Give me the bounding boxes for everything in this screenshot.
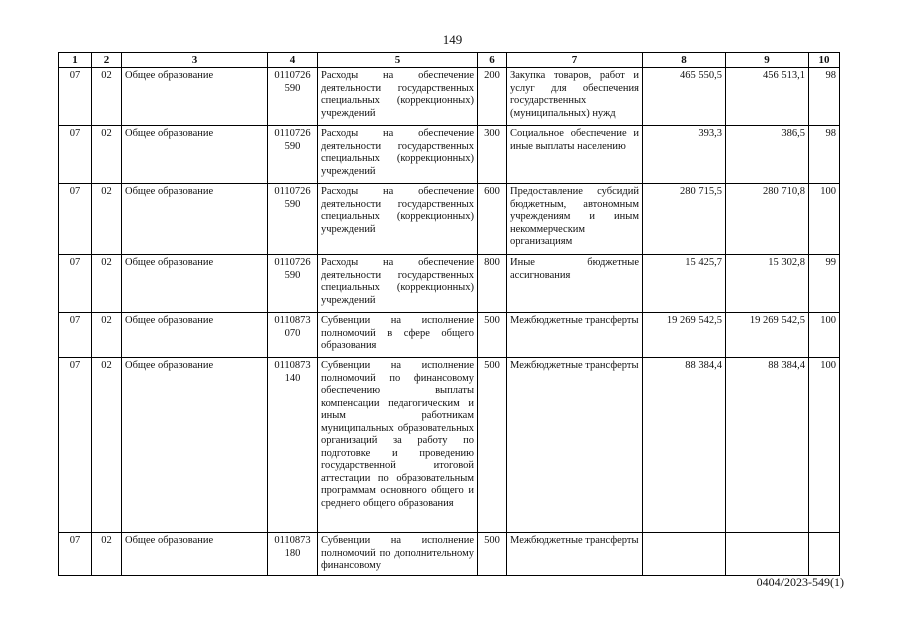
header-cell: 1	[59, 53, 92, 68]
header-cell: 6	[478, 53, 507, 68]
table-row	[59, 313, 840, 358]
executed-amount: 15 302,8	[726, 255, 809, 313]
planned-amount: 88 384,4	[643, 358, 726, 533]
execution-percent: 100	[809, 184, 840, 255]
header-cell: 2	[92, 53, 122, 68]
planned-amount: 465 550,5	[643, 68, 726, 126]
executed-amount	[726, 533, 809, 576]
expense-type-name: Предоставление субсидий бюджетным, автономным учреждениям и иным некоммерческим организациям	[507, 184, 643, 255]
page-number: 149	[442, 32, 463, 47]
expense-type-name: Иные бюджетные ассигнования	[507, 255, 643, 313]
table-row	[59, 255, 840, 313]
header-cell: 7	[507, 53, 643, 68]
execution-percent: 98	[809, 68, 840, 126]
section-name: Общее образование	[122, 533, 268, 576]
expense-description: Расходы на обеспечение деятельности государственных специальных (коррекционных) учреждений	[318, 255, 478, 313]
expense-type-code: 500	[478, 358, 507, 533]
expense-description: Расходы на обеспечение деятельности государственных специальных (коррекционных) учреждений	[318, 126, 478, 184]
executed-amount: 19 269 542,5	[726, 313, 809, 358]
section-code: 07	[59, 313, 92, 358]
expense-type-code: 800	[478, 255, 507, 313]
section-name: Общее образование	[122, 68, 268, 126]
subsection-code: 02	[92, 184, 122, 255]
target-article-code: 0110726 590	[268, 68, 318, 126]
subsection-code: 02	[92, 533, 122, 576]
expense-type-name: Межбюджетные трансферты	[507, 533, 643, 576]
expense-description: Субвенции на исполнение полномочий в сфере общего образования	[318, 313, 478, 358]
table-row	[59, 358, 840, 533]
execution-percent: 99	[809, 255, 840, 313]
section-code: 07	[59, 184, 92, 255]
section-code: 07	[59, 126, 92, 184]
table-row	[59, 533, 840, 576]
header-cell: 9	[726, 53, 809, 68]
table-row	[59, 126, 840, 184]
expense-description: Расходы на обеспечение деятельности государственных специальных (коррекционных) учреждений	[318, 68, 478, 126]
table-row	[59, 68, 840, 126]
subsection-code: 02	[92, 68, 122, 126]
table-row	[59, 184, 840, 255]
target-article-code: 0110726 590	[268, 126, 318, 184]
executed-amount: 386,5	[726, 126, 809, 184]
header-cell: 3	[122, 53, 268, 68]
expense-type-name: Закупка товаров, работ и услуг для обеспечения государственных (муниципальных) нужд	[507, 68, 643, 126]
expense-type-name: Социальное обеспечение и иные выплаты населению	[507, 126, 643, 184]
section-name: Общее образование	[122, 255, 268, 313]
section-name: Общее образование	[122, 358, 268, 533]
target-article-code: 0110726 590	[268, 184, 318, 255]
executed-amount: 456 513,1	[726, 68, 809, 126]
section-code: 07	[59, 358, 92, 533]
section-name: Общее образование	[122, 184, 268, 255]
table-header	[59, 53, 840, 68]
planned-amount: 393,3	[643, 126, 726, 184]
execution-percent: 100	[809, 313, 840, 358]
expense-type-code: 600	[478, 184, 507, 255]
section-code: 07	[59, 533, 92, 576]
executed-amount: 88 384,4	[726, 358, 809, 533]
section-name: Общее образование	[122, 126, 268, 184]
planned-amount	[643, 533, 726, 576]
planned-amount: 15 425,7	[643, 255, 726, 313]
planned-amount: 280 715,5	[643, 184, 726, 255]
section-code: 07	[59, 68, 92, 126]
header-cell: 5	[318, 53, 478, 68]
header-cell: 10	[809, 53, 840, 68]
executed-amount: 280 710,8	[726, 184, 809, 255]
execution-percent	[809, 533, 840, 576]
expense-description: Расходы на обеспечение деятельности государственных специальных (коррекционных) учреждений	[318, 184, 478, 255]
target-article-code: 0110873 180	[268, 533, 318, 576]
expense-type-name: Межбюджетные трансферты	[507, 358, 643, 533]
header-cell: 8	[643, 53, 726, 68]
section-name: Общее образование	[122, 313, 268, 358]
header-row	[59, 53, 840, 68]
budget-table	[58, 52, 840, 576]
subsection-code: 02	[92, 358, 122, 533]
expense-description: Субвенции на исполнение полномочий по дополнительному финансовому	[318, 533, 478, 576]
expense-type-code: 500	[478, 533, 507, 576]
execution-percent: 100	[809, 358, 840, 533]
execution-percent: 98	[809, 126, 840, 184]
expense-type-name: Межбюджетные трансферты	[507, 313, 643, 358]
expense-type-code: 200	[478, 68, 507, 126]
header-cell: 4	[268, 53, 318, 68]
section-code: 07	[59, 255, 92, 313]
target-article-code: 0110873 140	[268, 358, 318, 533]
document-code: 0404/2023-549(1)	[756, 575, 844, 589]
target-article-code: 0110873 070	[268, 313, 318, 358]
subsection-code: 02	[92, 313, 122, 358]
expense-description: Субвенции на исполнение полномочий по финансовому обеспечению выплаты компенсации педагогическим и иным работникам муниципальных образовательных организаций за работу по подготовке и проведению государственной итоговой аттестации по образовательным программам основного общего и среднего общего образования	[318, 358, 478, 533]
subsection-code: 02	[92, 255, 122, 313]
expense-type-code: 500	[478, 313, 507, 358]
subsection-code: 02	[92, 126, 122, 184]
expense-type-code: 300	[478, 126, 507, 184]
target-article-code: 0110726 590	[268, 255, 318, 313]
planned-amount: 19 269 542,5	[643, 313, 726, 358]
